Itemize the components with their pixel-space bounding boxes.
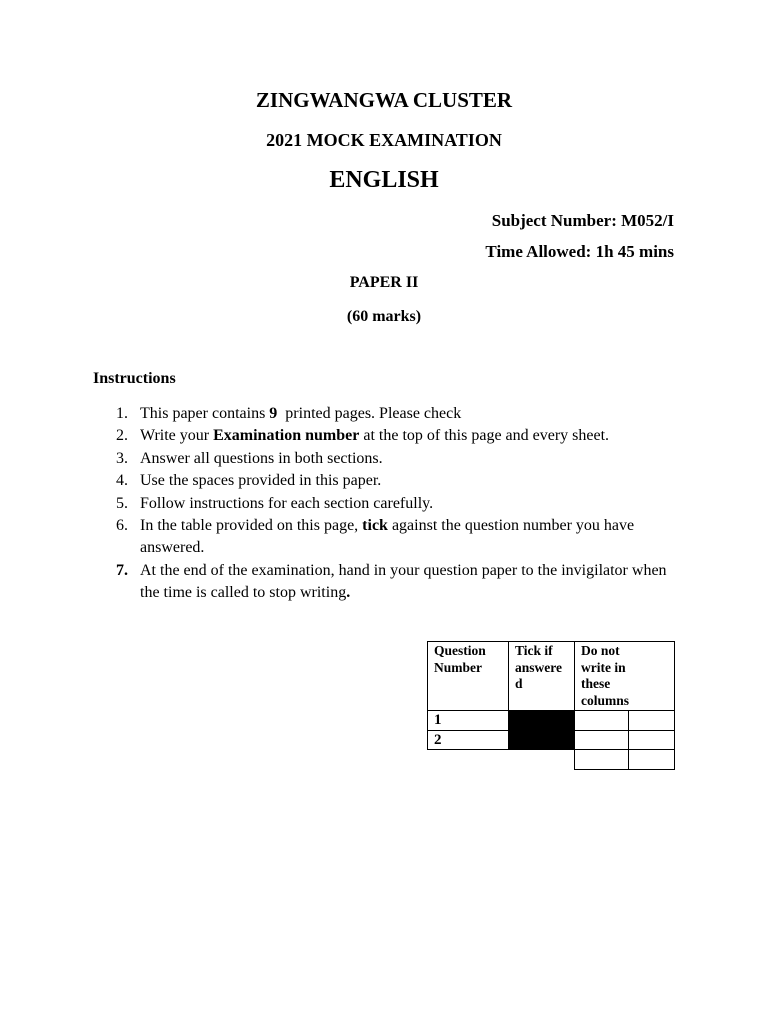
instruction-bold-text: 9 [269,405,278,422]
instruction-item [110,515,670,560]
instruction-number: 6. [116,517,128,535]
marks-label: (60 marks) [346,308,422,325]
answer-table [427,641,675,770]
header-question-number-label: Question Number [434,643,486,675]
question-number-1: 1 [434,712,442,728]
instruction-item [110,560,670,605]
do-not-write-cell [628,749,675,770]
exam-title: 2021 MOCK EXAMINATION [266,130,502,150]
do-not-write-cell [628,730,675,750]
instruction-text: Use the spaces provided in this paper. [140,472,382,490]
instruction-bold-text: Examination number [213,427,360,445]
instruction-number: 3. [116,449,128,467]
instruction-number: 4. [116,472,128,490]
instruction-number: 5. [116,494,128,512]
instruction-number: 2. [116,427,128,445]
instruction-bold-text: . [346,584,351,602]
instruction-text: at the top of this page and every sheet. [359,427,610,445]
subject-number: Subject Number: M052/I [491,211,674,230]
instruction-bold-text: tick [362,517,388,535]
do-not-write-cell [574,710,629,731]
instruction-item [110,448,670,470]
row-question-number-cell [427,730,509,750]
do-not-write-cell [628,710,675,731]
tick-cell-2[interactable] [508,730,575,750]
instruction-text: Write your [140,427,214,445]
instruction-text: At the end of the examination, hand in your question paper to the invigilator when the time is called to stop writing [140,561,667,602]
instructions-list [110,403,670,605]
header-do-not-write [574,641,675,711]
instructions-heading: Instructions [93,370,176,387]
instruction-text: In the table provided on this page, [140,517,363,535]
instruction-text: Follow instructions for each section carefully. [140,494,434,512]
cluster-title: ZINGWANGWA CLUSTER [255,88,513,112]
header-tick-if-answered [508,641,575,711]
instruction-number: 7. [116,561,128,579]
header-question-number [427,641,509,711]
instruction-text: printed pages. Please check [277,405,462,422]
header-tick-if-answered-label: Tick if answere d [515,643,562,691]
instruction-item [110,403,670,425]
instruction-number: 1. [116,405,128,422]
header-do-not-write-label: Do not write in these columns [581,643,630,708]
time-allowed: Time Allowed: 1h 45 mins [485,242,674,261]
do-not-write-cell [574,749,629,770]
instruction-text: against the question number you have answered. [140,517,635,557]
instruction-text: Answer all questions in both sections. [140,449,383,467]
do-not-write-cell [574,730,629,750]
paper-label: PAPER II [349,274,419,291]
subject-title: ENGLISH [329,167,439,193]
instruction-item [110,470,670,492]
question-number-2: 2 [434,732,442,748]
instruction-item [110,493,670,515]
instruction-item [110,425,670,447]
instruction-text: This paper contains [140,405,270,422]
row-question-number-cell [427,710,509,731]
tick-cell-1[interactable] [508,710,575,731]
